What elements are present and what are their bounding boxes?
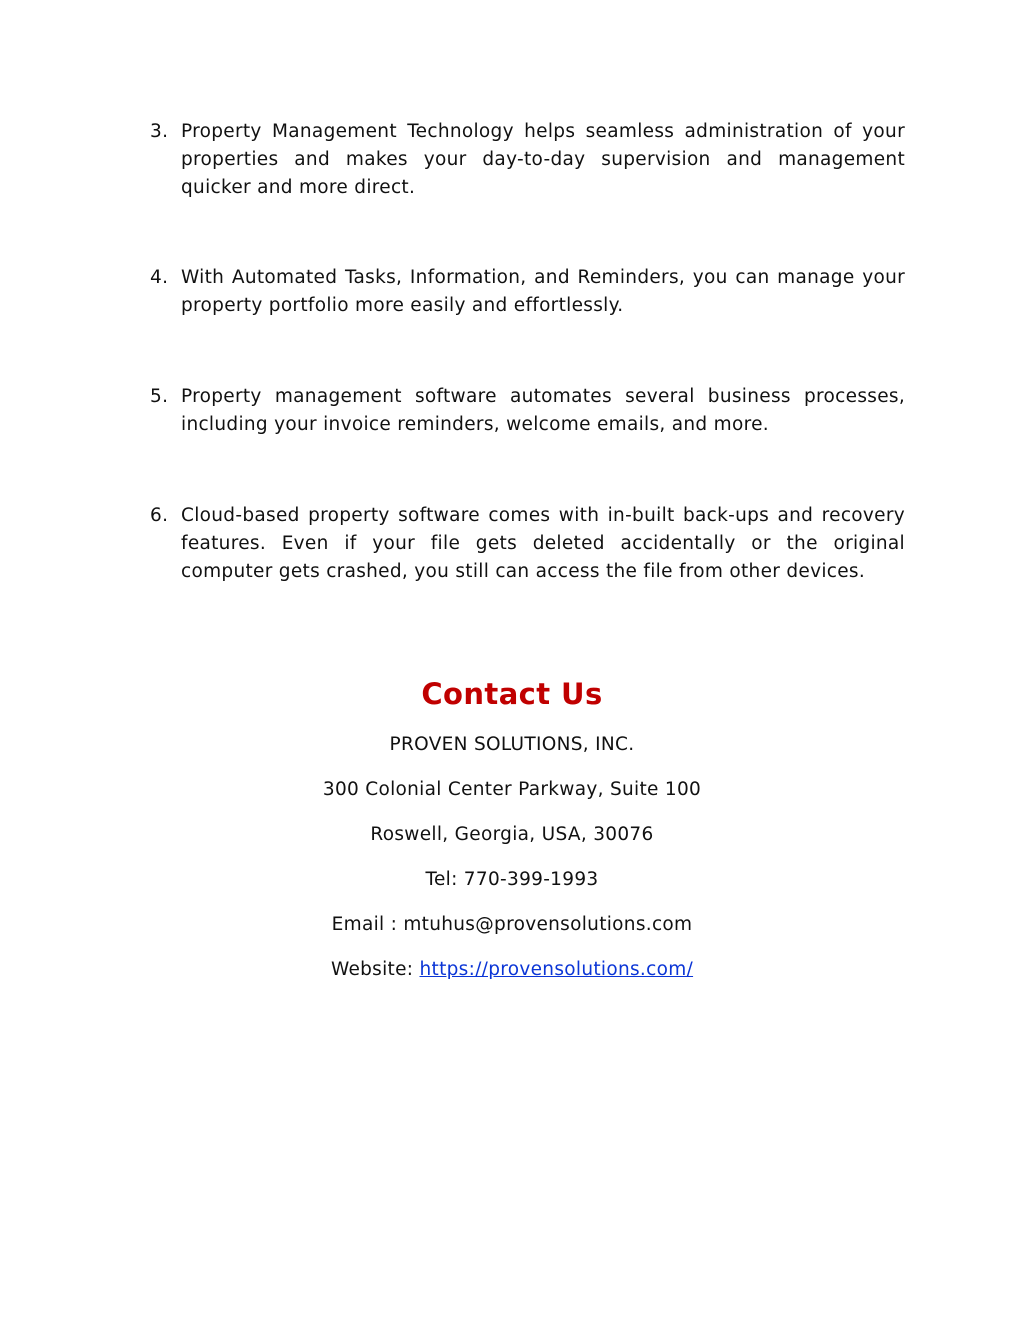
contact-heading: Contact Us xyxy=(421,677,603,711)
list-item-number: 4. xyxy=(150,267,169,288)
phone-number: Tel: 770-399-1993 xyxy=(425,869,599,890)
list-item xyxy=(150,118,905,202)
list-item-text: Property Management Technology helps seamless administration of your properties and makes your day-to-day supervision and management quicker and more direct. xyxy=(181,121,905,198)
list-item xyxy=(150,502,905,586)
email-address: Email : mtuhus@provensolutions.com xyxy=(331,914,693,935)
website-line xyxy=(0,957,1024,983)
list-item-number: 6. xyxy=(150,505,169,526)
company-name: PROVEN SOLUTIONS, INC. xyxy=(389,734,635,755)
benefits-list xyxy=(150,118,905,586)
contact-section xyxy=(0,672,1024,1002)
website-label: Website: xyxy=(330,959,420,980)
list-item-number: 3. xyxy=(150,121,169,142)
list-item-text: With Automated Tasks, Information, and Reminders, you can manage your property portfolio more easily and effortlessly. xyxy=(181,267,905,316)
list-item-number: 5. xyxy=(150,386,169,407)
list-item-text: Cloud-based property software comes with in-built back-ups and recovery features. Even if your file gets deleted accidentally or the original computer gets crashed, you still can access the file from other devices. xyxy=(181,505,905,582)
list-item xyxy=(150,383,905,439)
street-address: 300 Colonial Center Parkway, Suite 100 xyxy=(322,779,702,800)
website-link[interactable]: https://provensolutions.com/ xyxy=(419,959,694,980)
list-item xyxy=(150,264,905,320)
list-item-text: Property management software automates several business processes, including your invoice reminders, welcome emails, and more. xyxy=(181,386,905,435)
city-address: Roswell, Georgia, USA, 30076 xyxy=(370,824,654,845)
